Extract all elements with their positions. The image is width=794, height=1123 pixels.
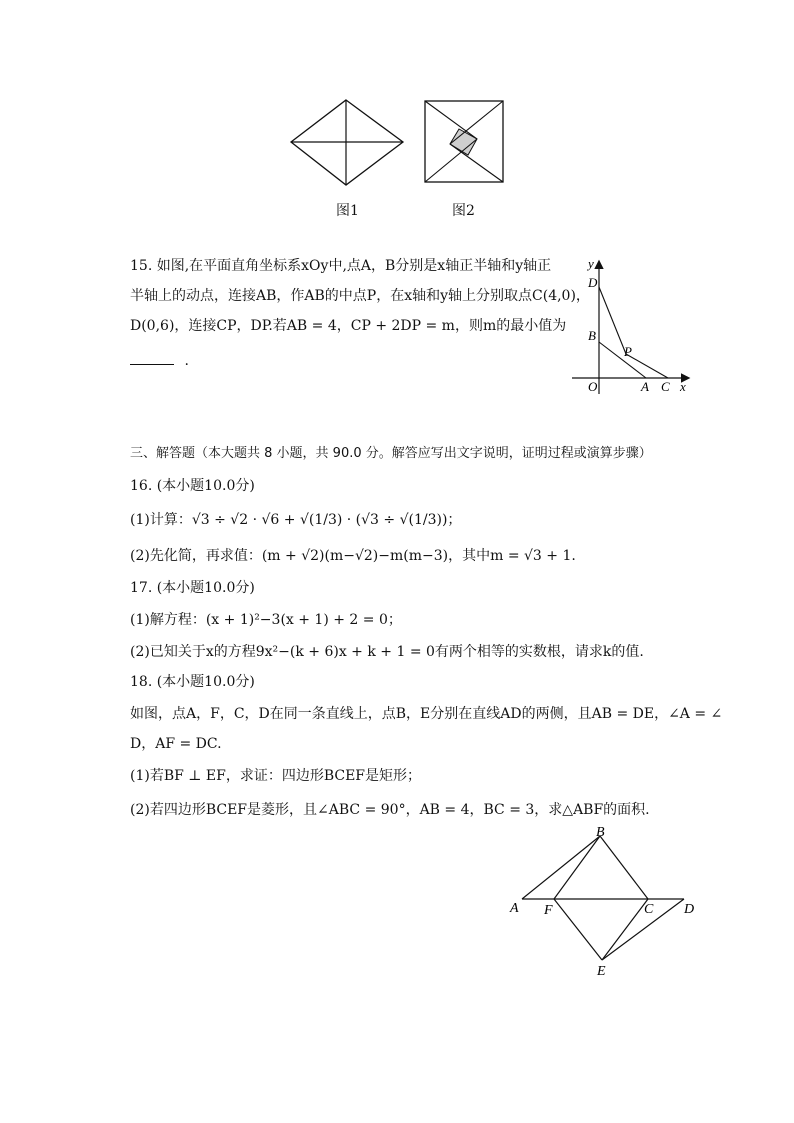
q18-figure <box>506 822 702 978</box>
q16-part-2: (2)先化简，再求值：(m + √2)(m−√2)−m(m−3)，其中m = √3 + 1. <box>130 548 576 564</box>
q15-line-3: D(0,6)，连接CP，DP.若AB = 4，CP + 2DP = m，则m的最小值为 <box>130 318 567 334</box>
label-C: C <box>661 379 670 394</box>
figure-2-caption: 图2 <box>452 203 475 219</box>
label-C: C <box>644 902 654 917</box>
q15-line-2: 半轴上的动点，连接AB，作AB的中点P，在x轴和y轴上分别取点C(4,0)， <box>130 288 590 304</box>
label-O: O <box>588 379 598 394</box>
label-x: x <box>680 379 686 394</box>
q17-header: 17. (本小题10.0分) <box>130 580 255 596</box>
label-B: B <box>596 825 605 840</box>
label-D: D <box>588 275 598 290</box>
q17-part-2: (2)已知关于x的方程9x²−(k + 6)x + k + 1 = 0有两个相等的实数根，请求k的值. <box>130 644 644 660</box>
label-F: F <box>544 903 553 918</box>
q18-header: 18. (本小题10.0分) <box>130 674 255 690</box>
answer-blank <box>130 350 174 365</box>
q15-line-1: 15. 如图,在平面直角坐标系xOy中,点A，B分别是x轴正半轴和y轴正 <box>130 258 552 274</box>
label-E: E <box>597 964 606 978</box>
figure-1-rhombus <box>288 98 406 188</box>
section-3-heading: 三、解答题（本大题共 8 小题，共 90.0 分。解答应写出文字说明，证明过程或演算步骤） <box>130 446 652 461</box>
label-y: y <box>588 256 594 271</box>
q18-part-2: (2)若四边形BCEF是菱形，且∠ABC = 90°，AB = 4，BC = 3，求△ABF的面积. <box>130 802 650 818</box>
label-D: D <box>684 902 695 917</box>
q15-coordinate-figure <box>566 254 696 396</box>
figure-1-caption: 图1 <box>336 203 359 219</box>
q16-part-1 <box>130 510 461 530</box>
q16-part-1-prefix: (1)计算： <box>130 512 192 528</box>
label-B: B <box>588 328 596 343</box>
q16-header: 16. (本小题10.0分) <box>130 478 255 494</box>
q18-body-line-2: D，AF = DC. <box>130 736 222 752</box>
label-A: A <box>641 379 649 394</box>
q18-body-line-1: 如图，点A，F，C，D在同一条直线上，点B，E分别在直线AD的两侧，且AB = DE，∠A = ∠ <box>130 706 723 722</box>
q17-part-1: (1)解方程：(x + 1)²−3(x + 1) + 2 = 0； <box>130 612 402 628</box>
q15-line-4-end: . <box>184 353 189 369</box>
q16-part-1-expr: √3 ÷ √2 · √6 + √(1/3) · (√3 ÷ √(1/3))； <box>191 512 462 528</box>
q15-line-4 <box>130 350 189 371</box>
label-P: P <box>624 344 632 359</box>
q18-part-1: (1)若BF ⊥ EF，求证：四边形BCEF是矩形； <box>130 768 422 784</box>
figure-2-square <box>422 98 506 186</box>
label-A: A <box>510 901 519 916</box>
